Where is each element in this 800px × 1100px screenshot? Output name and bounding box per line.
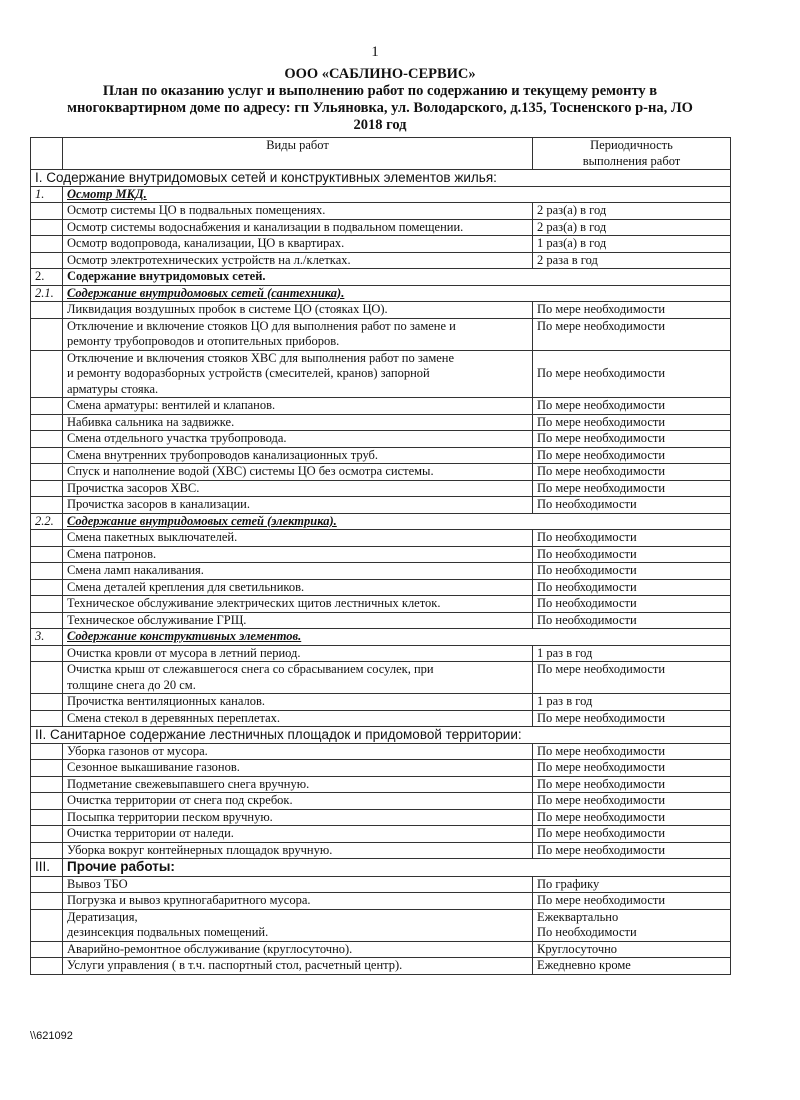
row-number-empty <box>31 958 63 975</box>
work-description-line: Спуск и наполнение водой (ХВС) системы ЦО без осмотра системы. <box>67 464 434 478</box>
work-description-line: Прочистка засоров в канализации. <box>67 497 250 511</box>
work-description-line: Ликвидация воздушных пробок в системе ЦО (стояках ЦО). <box>67 302 388 316</box>
section-heading: I. Содержание внутридомовых сетей и конструктивных элементов жилья: <box>31 170 731 187</box>
row-number-empty <box>31 563 63 580</box>
table-row <box>31 302 731 319</box>
work-description-line: Прочистка вентиляционных каналов. <box>67 694 266 708</box>
periodicity <box>533 893 731 910</box>
periodicity <box>533 743 731 760</box>
work-description-line: Прочистка засоров ХВС. <box>67 480 200 495</box>
work-description-line: Осмотр системы водоснабжения и канализации в подвальном помещении. <box>67 219 464 234</box>
periodicity <box>533 252 731 269</box>
table-row <box>31 893 731 910</box>
table-row <box>31 826 731 843</box>
periodicity <box>533 645 731 662</box>
work-description-line: Осмотр электротехнических устройств на л./клетках. <box>67 252 351 267</box>
row-number-empty <box>31 909 63 941</box>
table-row <box>31 596 731 613</box>
table-row <box>31 694 731 711</box>
work-description-line: Техническое обслуживание электрических щитов лестничных клеток. <box>67 596 441 610</box>
row-number-empty <box>31 414 63 431</box>
row-number-empty <box>31 252 63 269</box>
work-description <box>63 776 533 793</box>
work-description <box>63 219 533 236</box>
subsection-title-text: Содержание внутридомовых сетей. <box>67 269 266 283</box>
subsection-title <box>63 269 731 286</box>
table-row <box>31 760 731 777</box>
row-number-empty <box>31 826 63 843</box>
periodicity-line: По мере необходимости <box>537 842 666 857</box>
row-number-empty <box>31 350 63 398</box>
work-description-line: Подметание свежевыпавшего снега вручную. <box>67 776 310 791</box>
row-number-empty <box>31 236 63 253</box>
row-number-empty <box>31 398 63 415</box>
work-description-line: арматуры стояка. <box>67 381 159 396</box>
periodicity <box>533 958 731 975</box>
work-description <box>63 958 533 975</box>
periodicity-line: По необходимости <box>537 596 637 610</box>
table-row <box>31 876 731 893</box>
row-number-empty <box>31 464 63 481</box>
table-row <box>31 941 731 958</box>
work-description-line: Услуги управления ( в т.ч. паспортный стол, расчетный центр). <box>67 958 403 972</box>
periodicity-line: По мере необходимости <box>537 826 666 840</box>
work-description <box>63 530 533 547</box>
periodicity <box>533 447 731 464</box>
table-row <box>31 662 731 694</box>
work-description <box>63 252 533 269</box>
work-description-line: Аварийно-ремонтное обслуживание (круглосуточно). <box>67 941 353 956</box>
header-periodicity-line-2: выполнения работ <box>582 153 681 168</box>
periodicity <box>533 694 731 711</box>
work-description-line: Смена стекол в деревянных переплетах. <box>67 710 281 725</box>
work-description-line: Очистка кровли от мусора в летний период. <box>67 645 301 660</box>
periodicity-line: Круглосуточно <box>537 941 618 956</box>
work-description-line: Очистка территории от снега под скребок. <box>67 793 293 807</box>
periodicity <box>533 826 731 843</box>
table-row <box>31 236 731 253</box>
document-heading <box>30 66 730 134</box>
work-description-line: толщине снега до 20 см. <box>67 677 196 692</box>
table-row <box>31 958 731 975</box>
table-row <box>31 447 731 464</box>
work-description <box>63 793 533 810</box>
periodicity-line: По мере необходимости <box>537 776 666 791</box>
periodicity-line: По необходимости <box>537 612 637 627</box>
periodicity-line: По мере необходимости <box>537 662 666 676</box>
work-description-line: Смена патронов. <box>67 546 157 561</box>
periodicity-line: По мере необходимости <box>537 431 666 445</box>
work-description-line: Очистка крыш от слежавшегося снега со сбрасыванием сосулек, при <box>67 662 434 676</box>
work-description <box>63 876 533 893</box>
header-number-cell <box>31 138 63 170</box>
table-row <box>31 252 731 269</box>
work-description <box>63 414 533 431</box>
row-number-empty <box>31 941 63 958</box>
row-number: III. <box>31 859 63 877</box>
work-description <box>63 236 533 253</box>
work-description-line: Смена внутренних трубопроводов канализационных труб. <box>67 447 379 462</box>
subsection-row <box>31 629 731 646</box>
work-description-line: ремонту трубопроводов и отопительных приборов. <box>67 334 340 348</box>
row-number-empty <box>31 480 63 497</box>
periodicity <box>533 497 731 514</box>
work-description <box>63 662 533 694</box>
work-description-line: Отключение и включения стояков ХВС для выполнения работ по замене <box>67 350 455 365</box>
table-row <box>31 480 731 497</box>
page-number: 1 <box>371 44 379 60</box>
work-description <box>63 431 533 448</box>
work-description-line: Смена отдельного участка трубопровода. <box>67 431 287 445</box>
periodicity-line: По мере необходимости <box>537 480 666 495</box>
table-row <box>31 219 731 236</box>
periodicity <box>533 350 731 398</box>
periodicity <box>533 612 731 629</box>
row-number-empty <box>31 596 63 613</box>
work-description-line: Смена пакетных выключателей. <box>67 530 238 544</box>
periodicity-line: По мере необходимости <box>537 414 666 429</box>
work-description <box>63 546 533 563</box>
periodicity <box>533 776 731 793</box>
table-row <box>31 497 731 514</box>
periodicity <box>533 318 731 350</box>
row-number-empty <box>31 431 63 448</box>
row-number-empty <box>31 710 63 727</box>
row-number-empty <box>31 318 63 350</box>
work-description <box>63 826 533 843</box>
row-number-empty <box>31 842 63 859</box>
table-row <box>31 743 731 760</box>
subsection-title <box>63 629 731 646</box>
work-description-line: Смена деталей крепления для светильников. <box>67 579 305 594</box>
row-number-empty <box>31 694 63 711</box>
periodicity-line: По мере необходимости <box>537 809 666 824</box>
table-row <box>31 563 731 580</box>
subsection-title-text: Содержание внутридомовых сетей (сантехника). <box>67 285 345 300</box>
work-description-line: и ремонту водоразборных устройств (смесителей, кранов) запорной <box>67 366 430 380</box>
work-description-line: Техническое обслуживание ГРЩ. <box>67 612 247 627</box>
work-description-line: Посыпка территории песком вручную. <box>67 809 273 824</box>
periodicity-line: По мере необходимости <box>537 447 666 462</box>
periodicity <box>533 530 731 547</box>
periodicity-line: По мере необходимости <box>537 793 666 807</box>
row-number-empty <box>31 876 63 893</box>
periodicity-line: Ежедневно кроме <box>537 958 631 972</box>
periodicity-line: По необходимости <box>537 579 637 594</box>
periodicity-line: 1 раз в год <box>537 645 593 660</box>
subsection-title <box>63 285 731 302</box>
periodicity-line: По графику <box>537 876 600 891</box>
row-number-empty <box>31 447 63 464</box>
periodicity <box>533 941 731 958</box>
subsection-row <box>31 285 731 302</box>
periodicity <box>533 302 731 319</box>
work-description <box>63 596 533 613</box>
table-row <box>31 776 731 793</box>
row-number-empty <box>31 809 63 826</box>
table-row <box>31 842 731 859</box>
periodicity-line: Ежеквартально <box>537 909 619 924</box>
periodicity-line: По необходимости <box>537 546 637 561</box>
document-code: \\621092 <box>30 1030 73 1042</box>
subsection-row <box>31 513 731 530</box>
work-description-line: Набивка сальника на задвижке. <box>67 414 235 429</box>
work-description-line: Смена арматуры: вентилей и клапанов. <box>67 398 276 412</box>
work-description <box>63 760 533 777</box>
row-number-empty <box>31 203 63 220</box>
periodicity <box>533 236 731 253</box>
row-number-empty <box>31 302 63 319</box>
periodicity-line <box>537 351 726 367</box>
table-row <box>31 318 731 350</box>
work-description <box>63 893 533 910</box>
row-number-empty <box>31 530 63 547</box>
work-description <box>63 480 533 497</box>
periodicity-line: 2 раз(а) в год <box>537 203 607 217</box>
periodicity-line: 1 раз в год <box>537 694 593 708</box>
periodicity-line: По мере необходимости <box>537 710 666 725</box>
table-row <box>31 793 731 810</box>
work-description-line: Уборка вокруг контейнерных площадок вручную. <box>67 842 333 857</box>
periodicity <box>533 431 731 448</box>
subsection-title-text: Содержание внутридомовых сетей (электрика). <box>67 513 337 528</box>
periodicity <box>533 203 731 220</box>
periodicity <box>533 579 731 596</box>
periodicity <box>533 909 731 941</box>
row-number-empty <box>31 793 63 810</box>
row-number: 2.2. <box>31 513 63 530</box>
periodicity <box>533 398 731 415</box>
row-number-empty <box>31 612 63 629</box>
section-heading: II. Санитарное содержание лестничных площадок и придомовой территории: <box>31 727 731 744</box>
plan-title-line-1: План по оказанию услуг и выполнению работ по содержанию и текущему ремонту в <box>102 83 658 99</box>
row-number-empty <box>31 497 63 514</box>
section-heading-row <box>31 859 731 877</box>
subsection-row <box>31 269 731 286</box>
organization-name: ООО «САБЛИНО-СЕРВИС» <box>284 66 476 82</box>
row-number-empty <box>31 662 63 694</box>
table-row <box>31 710 731 727</box>
periodicity <box>533 480 731 497</box>
work-description-line: Сезонное выкашивание газонов. <box>67 760 240 774</box>
periodicity <box>533 464 731 481</box>
work-description <box>63 464 533 481</box>
work-description <box>63 694 533 711</box>
work-description <box>63 497 533 514</box>
periodicity-line: По мере необходимости <box>537 464 666 478</box>
work-description <box>63 203 533 220</box>
work-description-line: Уборка газонов от мусора. <box>67 743 208 758</box>
subsection-row <box>31 186 731 203</box>
work-description <box>63 842 533 859</box>
periodicity-line: По мере необходимости <box>537 893 666 907</box>
periodicity <box>533 793 731 810</box>
work-description-line: Осмотр водопровода, канализации, ЦО в квартирах. <box>67 236 345 250</box>
works-table <box>30 137 731 975</box>
work-description-line: Смена ламп накаливания. <box>67 563 204 577</box>
periodicity-line: По мере необходимости <box>537 366 666 380</box>
work-description <box>63 318 533 350</box>
table-row <box>31 579 731 596</box>
periodicity <box>533 219 731 236</box>
periodicity <box>533 546 731 563</box>
periodicity <box>533 662 731 694</box>
section-heading-row <box>31 170 731 187</box>
table-row <box>31 431 731 448</box>
work-description-line: Очистка территории от наледи. <box>67 826 234 840</box>
row-number-empty <box>31 546 63 563</box>
work-description <box>63 302 533 319</box>
periodicity-line: По необходимости <box>537 530 637 544</box>
table-row <box>31 350 731 398</box>
work-description <box>63 645 533 662</box>
work-description-line: Дератизация, <box>67 909 138 924</box>
periodicity-line: По мере необходимости <box>537 760 666 774</box>
table-row <box>31 464 731 481</box>
row-number-empty <box>31 743 63 760</box>
row-number-empty <box>31 776 63 793</box>
section-heading <box>63 859 731 877</box>
periodicity <box>533 760 731 777</box>
row-number-empty <box>31 579 63 596</box>
table-row <box>31 612 731 629</box>
work-description <box>63 612 533 629</box>
periodicity <box>533 842 731 859</box>
periodicity <box>533 809 731 826</box>
row-number: 3. <box>31 629 63 646</box>
table-row <box>31 909 731 941</box>
row-number: 1. <box>31 186 63 203</box>
work-description-line: Погрузка и вывоз крупногабаритного мусора. <box>67 893 311 907</box>
periodicity-line: По мере необходимости <box>537 743 666 758</box>
work-description <box>63 447 533 464</box>
periodicity-line: По необходимости <box>537 563 637 577</box>
periodicity <box>533 710 731 727</box>
periodicity-line: По необходимости <box>537 497 637 511</box>
table-row <box>31 645 731 662</box>
header-periodicity-line-1: Периодичность <box>590 138 673 152</box>
section-heading-row <box>31 727 731 744</box>
work-description <box>63 710 533 727</box>
plan-title-line-2: многоквартирном доме по адресу: гп Ульяновка, ул. Володарского, д.135, Тосненского р-на, ЛО <box>67 100 693 116</box>
periodicity-line: 1 раз(а) в год <box>537 236 607 250</box>
table-row <box>31 809 731 826</box>
work-description <box>63 743 533 760</box>
table-row <box>31 530 731 547</box>
work-description-line: Отключение и включение стояков ЦО для выполнения работ по замене и <box>67 318 456 333</box>
subsection-title <box>63 513 731 530</box>
work-description <box>63 941 533 958</box>
work-description <box>63 909 533 941</box>
row-number-empty <box>31 760 63 777</box>
work-description <box>63 398 533 415</box>
periodicity-line: По мере необходимости <box>537 302 666 316</box>
work-description-line: Вывоз ТБО <box>67 876 128 891</box>
table-row <box>31 546 731 563</box>
work-description <box>63 563 533 580</box>
periodicity-line: По мере необходимости <box>537 398 666 412</box>
table-row <box>31 398 731 415</box>
work-description-line: Осмотр системы ЦО в подвальных помещениях. <box>67 203 326 217</box>
subsection-title-text: Содержание конструктивных элементов. <box>67 629 302 643</box>
periodicity <box>533 596 731 613</box>
header-periodicity <box>533 138 731 170</box>
table-row <box>31 203 731 220</box>
periodicity <box>533 876 731 893</box>
periodicity-line: По необходимости <box>537 925 637 939</box>
periodicity-line: По мере необходимости <box>537 318 666 333</box>
work-description <box>63 809 533 826</box>
row-number-empty <box>31 219 63 236</box>
header-work-types: Виды работ <box>63 138 533 170</box>
work-description-line: дезинсекция подвальных помещений. <box>67 925 269 939</box>
subsection-title-text: Осмотр МКД. <box>67 186 147 201</box>
periodicity <box>533 414 731 431</box>
table-header-row <box>31 138 731 170</box>
row-number: 2. <box>31 269 63 286</box>
subsection-title <box>63 186 731 203</box>
row-number: 2.1. <box>31 285 63 302</box>
subsection-title-text: Прочие работы: <box>67 859 175 874</box>
work-description <box>63 579 533 596</box>
table-row <box>31 414 731 431</box>
plan-year: 2018 год <box>353 117 407 133</box>
periodicity-line: 2 раза в год <box>537 252 598 267</box>
row-number-empty <box>31 893 63 910</box>
row-number-empty <box>31 645 63 662</box>
periodicity <box>533 563 731 580</box>
work-description <box>63 350 533 398</box>
periodicity-line: 2 раз(а) в год <box>537 219 607 234</box>
